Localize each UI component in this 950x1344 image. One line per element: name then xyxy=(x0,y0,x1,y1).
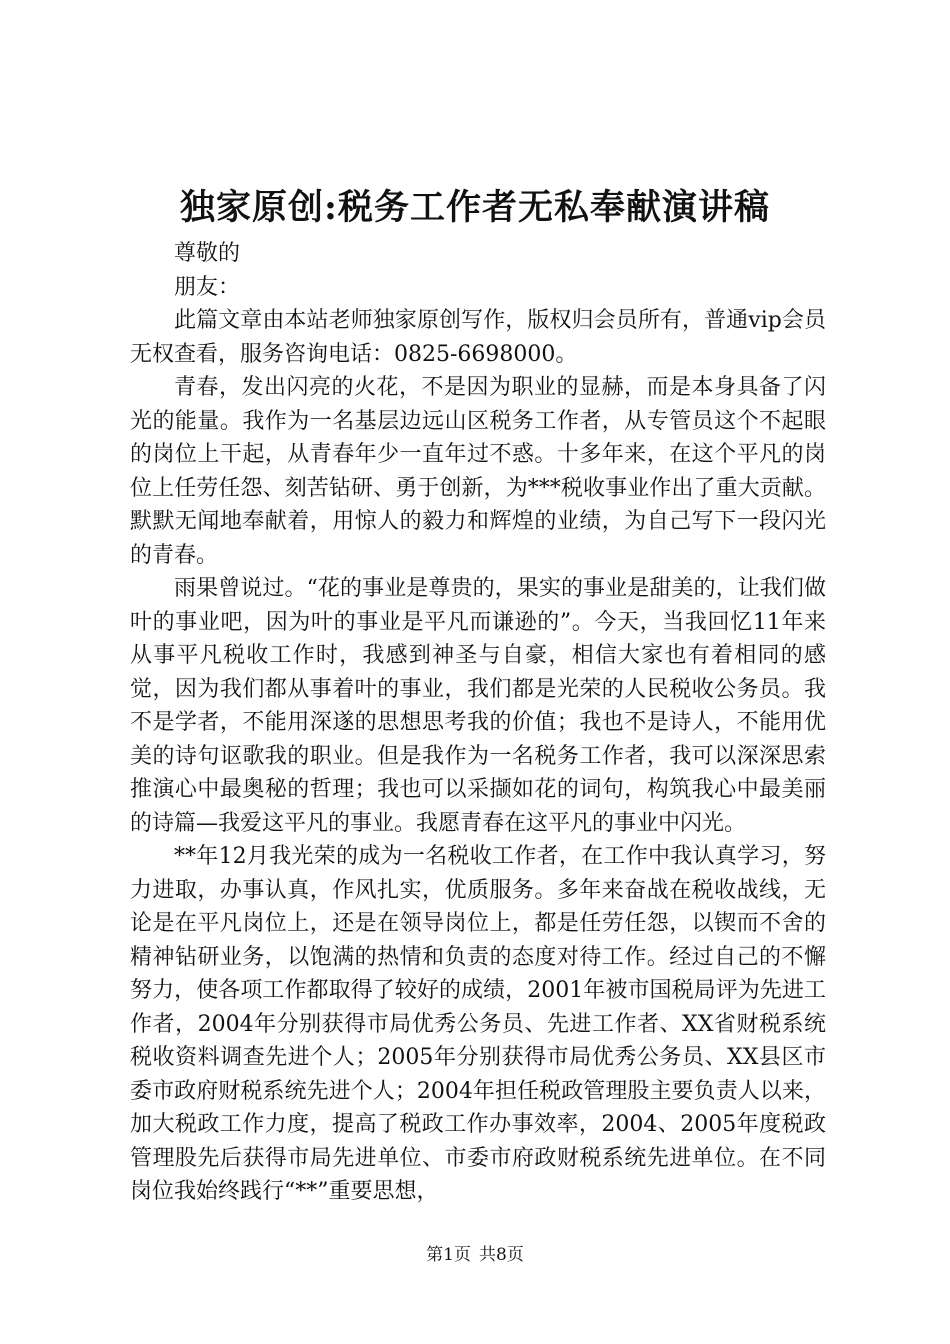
body-paragraph: **年12月我光荣的成为一名税收工作者，在工作中我认真学习，努力进取，办事认真，作风扎实，优质服务。多年来奋战在税收战线，无论是在平凡岗位上，还是在领导岗位上，都是任劳任怨，以锲而不舍的精神钻研业务，以饱满的热情和负责的态度对待工作。经过自己的不懈努力，使各项工作都取得了较好的成绩，2001年被市国税局评为先进工作者，2004年分别获得市局优秀公务员、先进工作者、XX省财税系统税收资料调查先进个人；2005年分别获得市局优秀公务员、XX县区市委市政府财税系统先进个人；2004年担任税政管理股主要负责人以来，加大税政工作力度，提高了税政工作办事效率，2004、2005年度税政管理股先后获得市局先进单位、市委市府政财税系统先进单位。在不同岗位我始终践行“**”重要思想， xyxy=(130,844,826,1204)
salutation-line: 朋友： xyxy=(174,274,241,300)
salutation-line: 尊敬的 xyxy=(174,241,241,266)
body-paragraph: 雨果曾说过。“花的事业是尊贵的，果实的事业是甜美的，让我们做叶的事业吧，因为叶的事业是平凡而谦逊的”。今天，当我回忆11年来从事平凡税收工作时，我感到神圣与自豪，相信大家也有着相同的感觉，因为我们都从事着叶的事业，我们都是光荣的人民税收公务员。我不是学者，不能用深遂的思想思考我的价值；我也不是诗人，不能用优美的诗句讴歌我的职业。但是我作为一名税务工作者，我可以深深思索推演心中最奥秘的哲理；我也可以采撷如花的词句，构筑我心中最美丽的诗篇—我爱这平凡的事业。我愿青春在这平凡的事业中闪光。 xyxy=(130,576,826,836)
document-body xyxy=(130,237,826,1209)
body-paragraph: 此篇文章由本站老师独家原创写作，版权归会员所有，普通vip会员无权查看，服务咨询电话：0825-6698000。 xyxy=(130,308,826,367)
page-footer xyxy=(0,1243,950,1267)
document-title: 独家原创:税务工作者无私奉献演讲稿 xyxy=(180,187,770,228)
page-number: 第1页 xyxy=(426,1245,471,1265)
page-total: 共8页 xyxy=(479,1245,524,1265)
body-paragraph: 青春，发出闪亮的火花，不是因为职业的显赫，而是本身具备了闪光的能量。我作为一名基层边远山区税务工作者，从专管员这个不起眼的岗位上干起，从青春年少一直年过不惑。十多年来，在这个平凡的岗位上任劳任怨、刻苦钻研、勇于创新，为***税收事业作出了重大贡献。默默无闻地奉献着，用惊人的毅力和辉煌的业绩，为自己写下一段闪光的青春。 xyxy=(130,375,826,568)
